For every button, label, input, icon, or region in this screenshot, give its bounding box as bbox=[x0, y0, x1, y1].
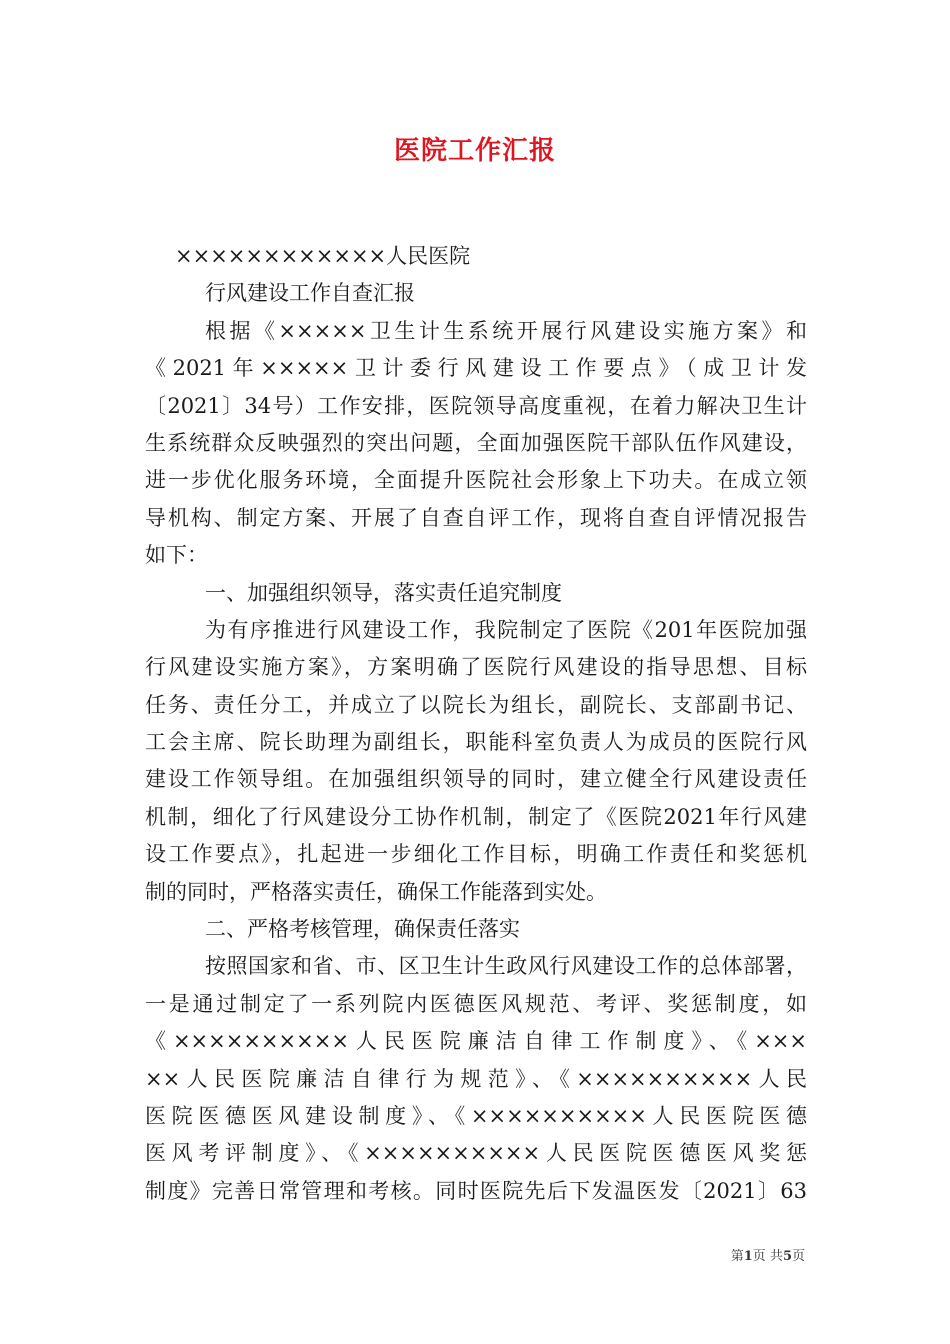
page-suffix: 页 bbox=[791, 1249, 805, 1264]
paragraph-line: 医院医德医风建设制度》、《××××××××××人民医院医德 bbox=[145, 1103, 807, 1128]
paragraph-line: 一是通过制定了一系列院内医德医风规范、考评、奖惩制度，如 bbox=[145, 991, 807, 1016]
section-heading: 二、严格考核管理，确保责任落实 bbox=[205, 917, 520, 942]
document-title: 医院工作汇报 bbox=[393, 136, 556, 166]
paragraph-line: 《××××××××××人民医院廉洁自律工作制度》、《××× bbox=[145, 1029, 807, 1054]
section-heading: 一、加强组织领导，落实责任追究制度 bbox=[205, 580, 562, 605]
paragraph-line: 如下： bbox=[145, 543, 208, 568]
paragraph-line: 按照国家和省、市、区卫生计生政风行风建设工作的总体部署， bbox=[205, 954, 807, 979]
page-prefix: 第 bbox=[730, 1249, 744, 1264]
paragraph-line: 制度》完善日常管理和考核。同时医院先后下发温医发〔2021〕63 bbox=[145, 1178, 807, 1203]
paragraph-line: ××人民医院廉洁自律行为规范》、《××××××××××人民 bbox=[145, 1066, 807, 1091]
paragraph-line: 工会主席、院长助理为副组长，职能科室负责人为成员的医院行风 bbox=[145, 730, 807, 755]
document-body bbox=[145, 238, 807, 1210]
paragraph-line: 建设工作领导组。在加强组织领导的同时，建立健全行风建设责任 bbox=[145, 767, 807, 792]
paragraph-line: 行风建设工作自查汇报 bbox=[205, 281, 415, 306]
paragraph-line: 根据《×××××卫生计生系统开展行风建设实施方案》和 bbox=[205, 318, 807, 343]
paragraph-line: 设工作要点》，扎起进一步细化工作目标，明确工作责任和奖惩机 bbox=[145, 842, 807, 867]
paragraph-line: 医风考评制度》、《××××××××××人民医院医德医风奖惩 bbox=[145, 1141, 807, 1166]
page-number bbox=[731, 1245, 805, 1264]
paragraph-line: 导机构、制定方案、开展了自查自评工作，现将自查自评情况报告 bbox=[145, 505, 807, 530]
page-middle: 页 共 bbox=[752, 1249, 783, 1264]
paragraph-line: 机制，细化了行风建设分工协作机制，制定了《医院2021年行风建 bbox=[145, 804, 807, 829]
paragraph-line: 生系统群众反映强烈的突出问题，全面加强医院干部队伍作风建设， bbox=[145, 430, 807, 455]
paragraph-line: 任务、责任分工，并成立了以院长为组长，副院长、支部副书记、 bbox=[145, 692, 807, 717]
current-page: 1 bbox=[743, 1249, 753, 1264]
paragraph-line: 〔2021〕34号）工作安排，医院领导高度重视，在着力解决卫生计 bbox=[145, 393, 807, 418]
paragraph-line: 进一步优化服务环境，全面提升医院社会形象上下功夫。在成立领 bbox=[145, 468, 807, 493]
paragraph-line: 为有序推进行风建设工作，我院制定了医院《201年医院加强 bbox=[205, 617, 807, 642]
paragraph-line: 制的同时，严格落实责任，确保工作能落到实处。 bbox=[145, 879, 607, 904]
total-pages: 5 bbox=[782, 1249, 792, 1264]
paragraph-line: 《2021年×××××卫计委行风建设工作要点》（成卫计发 bbox=[145, 356, 807, 381]
paragraph-line: ××××××××××××人民医院 bbox=[175, 244, 471, 268]
paragraph-line: 行风建设实施方案》，方案明确了医院行风建设的指导思想、目标 bbox=[145, 655, 807, 680]
